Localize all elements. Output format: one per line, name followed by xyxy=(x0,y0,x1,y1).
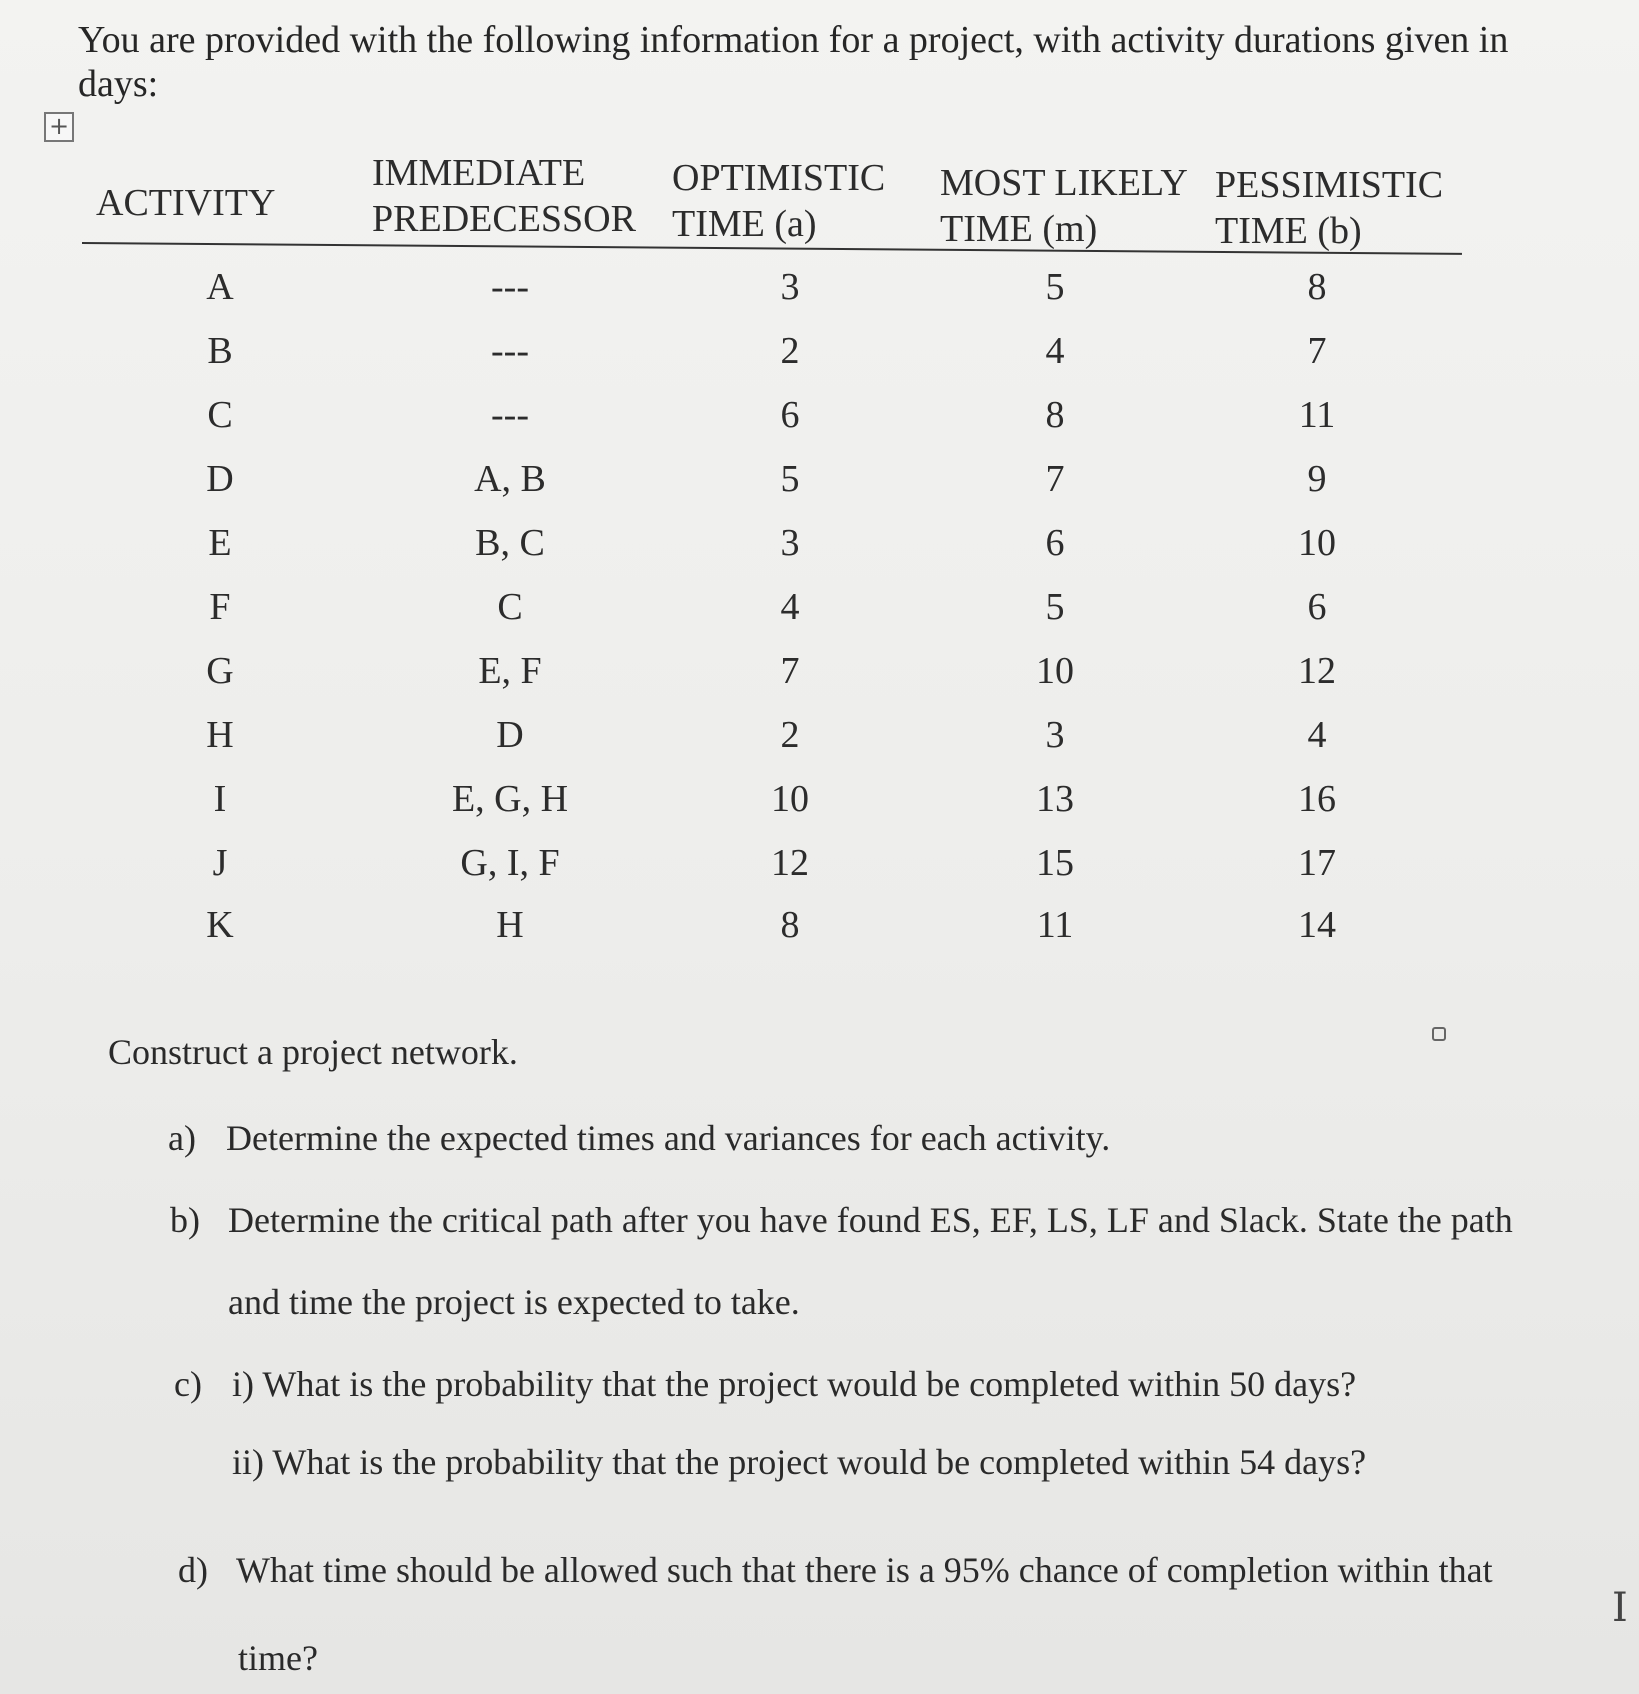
activity-cell: I xyxy=(213,778,227,820)
predecessor-cell: E, F xyxy=(478,650,542,692)
optimistic-cell: 6 xyxy=(780,394,800,436)
pessimistic-cell: 17 xyxy=(1298,842,1336,884)
question-c-label: c) xyxy=(174,1364,202,1404)
activity-cell: E xyxy=(208,522,232,564)
pessimistic-cell: 14 xyxy=(1298,904,1336,946)
table-row xyxy=(0,390,1639,440)
header-pessimistic xyxy=(1215,162,1443,254)
pessimistic-cell: 7 xyxy=(1307,330,1327,372)
activity-cell: F xyxy=(209,586,231,628)
activity-cell: J xyxy=(212,842,228,884)
table-row xyxy=(0,900,1639,950)
question-d xyxy=(178,1548,1493,1592)
most-likely-cell: 3 xyxy=(1045,714,1065,756)
activity-cell: G xyxy=(206,650,234,692)
move-handle-icon[interactable]: + xyxy=(44,112,74,142)
question-b-label: b) xyxy=(170,1200,200,1240)
question-b-text-line2: and time the project is expected to take. xyxy=(228,1282,800,1322)
most-likely-cell: 6 xyxy=(1045,522,1065,564)
table-row xyxy=(0,518,1639,568)
optimistic-cell: 12 xyxy=(771,842,809,884)
header-predecessor-line1: IMMEDIATE xyxy=(372,152,586,194)
optimistic-cell: 5 xyxy=(780,458,800,500)
table-row xyxy=(0,262,1639,312)
activity-cell: K xyxy=(206,904,234,946)
header-optimistic-line1: OPTIMISTIC xyxy=(672,157,886,199)
header-optimistic xyxy=(672,155,885,247)
predecessor-cell: --- xyxy=(491,394,529,436)
pessimistic-cell: 12 xyxy=(1298,650,1336,692)
pessimistic-cell: 11 xyxy=(1298,394,1336,436)
header-predecessor xyxy=(372,150,636,242)
question-c xyxy=(174,1362,1356,1406)
optimistic-cell: 4 xyxy=(780,586,800,628)
predecessor-cell: --- xyxy=(491,330,529,372)
predecessor-cell: A, B xyxy=(474,458,546,500)
question-a xyxy=(168,1116,1110,1160)
question-c-part-ii-row xyxy=(232,1440,1366,1484)
most-likely-cell: 11 xyxy=(1036,904,1074,946)
header-most-likely-line1: MOST LIKELY xyxy=(940,162,1188,204)
question-c-part-i: i) What is the probability that the project would be completed within 50 days? xyxy=(232,1364,1357,1404)
pessimistic-cell: 10 xyxy=(1298,522,1336,564)
question-b-continuation xyxy=(228,1280,800,1324)
header-most-likely-line2: TIME (m) xyxy=(940,208,1098,250)
question-a-label: a) xyxy=(168,1118,196,1158)
most-likely-cell: 5 xyxy=(1045,586,1065,628)
predecessor-cell: E, G, H xyxy=(451,778,569,820)
most-likely-cell: 10 xyxy=(1036,650,1074,692)
activity-cell: A xyxy=(206,266,234,308)
most-likely-cell: 8 xyxy=(1045,394,1065,436)
pessimistic-cell: 16 xyxy=(1298,778,1336,820)
predecessor-cell: G, I, F xyxy=(460,842,560,884)
predecessor-cell: D xyxy=(496,714,524,756)
header-most-likely xyxy=(940,160,1188,252)
pessimistic-cell: 8 xyxy=(1307,266,1327,308)
most-likely-cell: 15 xyxy=(1036,842,1074,884)
most-likely-cell: 13 xyxy=(1036,778,1074,820)
table-row xyxy=(0,646,1639,696)
optimistic-cell: 3 xyxy=(780,266,800,308)
activity-cell: D xyxy=(206,458,234,500)
pessimistic-cell: 4 xyxy=(1307,714,1327,756)
question-b xyxy=(170,1198,1513,1242)
table-row xyxy=(0,582,1639,632)
pessimistic-cell: 9 xyxy=(1307,458,1327,500)
optimistic-cell: 10 xyxy=(771,778,809,820)
construct-instruction: Construct a project network. xyxy=(108,1032,518,1072)
most-likely-cell: 7 xyxy=(1045,458,1065,500)
checkbox-icon xyxy=(1432,1027,1446,1041)
predecessor-cell: H xyxy=(496,904,524,946)
most-likely-cell: 5 xyxy=(1045,266,1065,308)
question-d-continuation xyxy=(238,1636,318,1680)
activity-cell: B xyxy=(207,330,233,372)
predecessor-cell: --- xyxy=(491,266,529,308)
text-cursor-icon: I xyxy=(1612,1585,1628,1631)
question-c-part-ii: ii) What is the probability that the project would be completed within 54 days? xyxy=(232,1442,1367,1482)
pessimistic-cell: 6 xyxy=(1307,586,1327,628)
header-activity-label: ACTIVITY xyxy=(96,182,276,224)
optimistic-cell: 7 xyxy=(780,650,800,692)
most-likely-cell: 4 xyxy=(1045,330,1065,372)
header-predecessor-line2: PREDECESSOR xyxy=(372,198,636,240)
table-row xyxy=(0,326,1639,376)
predecessor-cell: B, C xyxy=(475,522,545,564)
question-b-text-line1: Determine the critical path after you have found ES, EF, LS, LF and Slack. State the path xyxy=(228,1200,1513,1240)
optimistic-cell: 2 xyxy=(780,714,800,756)
header-optimistic-line2: TIME (a) xyxy=(672,203,817,245)
table-row xyxy=(0,838,1639,888)
table-row xyxy=(0,454,1639,504)
table-row xyxy=(0,710,1639,760)
question-d-label: d) xyxy=(178,1550,208,1590)
table-row xyxy=(0,774,1639,824)
predecessor-cell: C xyxy=(497,586,523,628)
intro-text: You are provided with the following information for a project, with activity durations given in days: xyxy=(78,19,1509,105)
question-d-text-line2: time? xyxy=(238,1638,318,1678)
question-d-text-line1: What time should be allowed such that there is a 95% chance of completion within that xyxy=(236,1550,1493,1590)
header-pessimistic-line2: TIME (b) xyxy=(1215,210,1362,252)
question-a-text: Determine the expected times and variances for each activity. xyxy=(226,1118,1111,1158)
optimistic-cell: 2 xyxy=(780,330,800,372)
optimistic-cell: 3 xyxy=(780,522,800,564)
header-pessimistic-line1: PESSIMISTIC xyxy=(1215,164,1444,206)
activity-cell: H xyxy=(206,714,234,756)
activity-cell: C xyxy=(207,394,233,436)
optimistic-cell: 8 xyxy=(780,904,800,946)
header-activity xyxy=(96,180,275,226)
